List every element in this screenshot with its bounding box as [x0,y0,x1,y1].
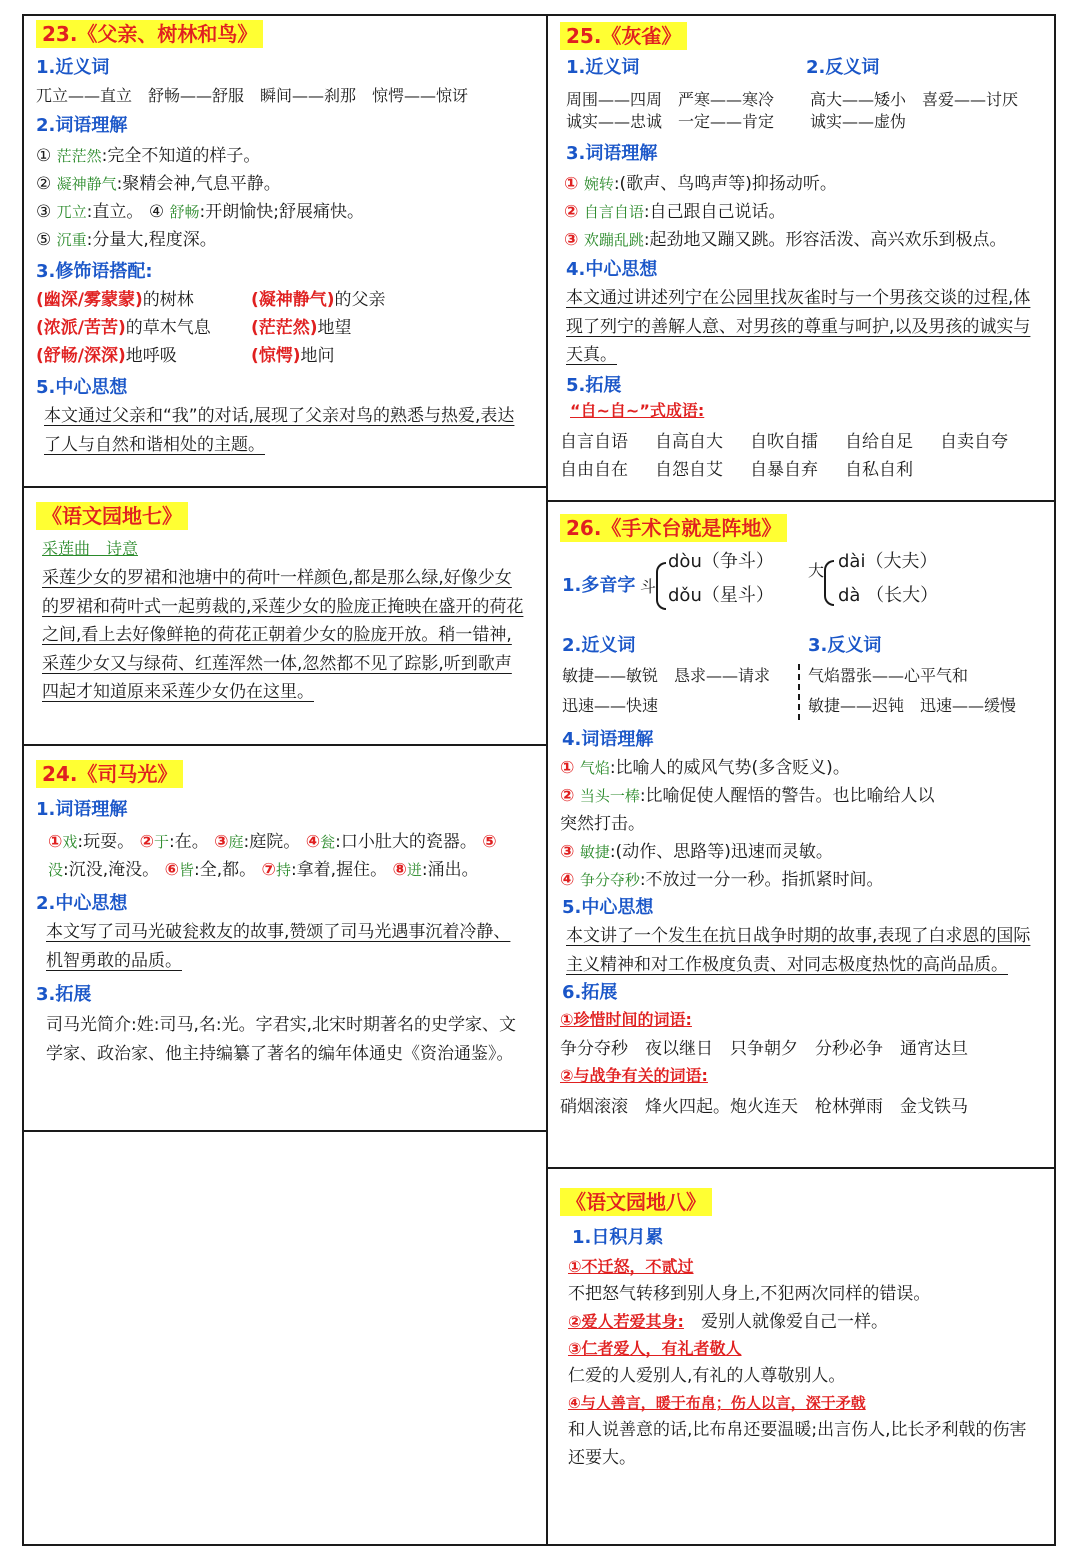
pinyin: dài（大夫） [838,551,938,572]
section-23 [36,20,536,459]
dashed-divider [798,664,800,720]
synonyms-heading: 1.近义词 [566,57,640,78]
word-item: ③ 敏捷:(动作、思路等)迅速而灵敏。 [560,842,833,862]
word-item: ① 气焰:比喻人的威风气势(多含贬义)。 [560,758,850,778]
polyphone-char: 大 [808,561,825,580]
center-idea-heading: 5.中心思想 [36,377,128,398]
antonyms-line: 气焰嚣张——心平气和 [808,666,969,685]
idiom-row: 自由自在 自怨自艾 自暴自弃 自私自利 [560,459,913,480]
daily-accumulation-heading: 1.日积月累 [572,1227,664,1248]
divider-right-1 [546,500,1056,502]
brace [824,560,834,606]
section-24 [36,760,536,1068]
polyphone-block [560,548,1050,626]
section-25 [560,22,1050,484]
quote-3-meaning: 仁爱的人爱别人,有礼的人尊敬别人。 [568,1366,846,1386]
extension-text: 司马光简介:姓:司马,名:光。字君实,北宋时期著名的史学家、文学家、政治家、他主持编纂了著名的编年体通史《资治通鉴》。 [46,1015,516,1064]
extension-sub-1: ①珍惜时间的词语: [560,1010,692,1029]
center-idea-heading: 5.中心思想 [562,897,654,918]
quote-2-row [560,1308,1050,1336]
antonyms-line: 高大——矮小 喜爱——讨厌 [810,90,1019,109]
pinyin: dòu（争斗） [668,551,774,572]
section-25-title: 25.《灰雀》 [560,22,687,50]
word-item: ④ 争分夺秒:不放过一分一秒。指抓紧时间。 [560,870,884,890]
brace [656,562,666,610]
quote-2-meaning: 爱别人就像爱自己一样。 [700,1312,888,1332]
section-24-title: 24.《司马光》 [36,760,183,788]
poem-subtitle: 采莲曲 诗意 [42,539,139,558]
quote-2: ②爱人若爱其身: [568,1312,684,1331]
polyphone-char: 斗 [640,577,657,596]
antonyms-line: 敏捷——迟钝 迅速——缓慢 [808,696,1017,715]
modifier-row: (舒畅/深深)地呼吸 (惊愕)地问 [36,346,335,366]
center-idea-heading: 4.中心思想 [566,259,658,280]
poem-meaning-text: 采莲少女的罗裙和池塘中的荷叶一样颜色,都是那么绿,好像少女的罗裙和荷叶式一起剪裁的,采莲少女的脸庞正掩映在盛开的荷花之间,看上去好像鲜艳的荷花正朝着少女的脸庞开放。稍一错神,采莲少女又与绿荷、红莲浑然一体,忽然都不见了踪影,听到歌声四起才知道原来采莲少女仍在这里。 [42,568,524,702]
synonyms-line: 兀立——直立 舒畅——舒服 瞬间——刹那 惊愕——惊讶 [36,86,469,105]
word-list: ①戏:玩耍。 ②于:在。 ③庭:庭院。 ④瓮:口小肚大的瓷器。 ⑤没:沉没,淹没。 ⑥皆:全,都。 ⑦持:拿着,握住。 ⑧迸:涌出。 [48,832,497,880]
section-yuwen-7 [36,502,536,707]
quote-4: ④与人善言，暖于布帛；伤人以言，深于矛戟 [568,1394,866,1412]
word-meaning-heading: 2.词语理解 [36,115,128,136]
extension-heading: 6.拓展 [562,982,618,1003]
word-item: ② 凝神静气:聚精会神,气息平静。 [36,174,281,194]
center-idea-text: 本文通过讲述列宁在公园里找灰雀时与一个男孩交谈的过程,体现了列宁的善解人意、对男孩的尊重与呵护,以及男孩的诚实与天真。 [566,288,1031,365]
idiom-row: 自言自语 自高自大 自吹自擂 自给自足 自卖自夸 [560,431,1008,452]
antonyms-line: 诚实——虚伪 [810,112,907,131]
synonyms-line: 敏捷——敏锐 恳求——请求 [562,666,771,685]
section-yuwen-8 [560,1188,1050,1472]
synonym-antonym-lines [560,88,1050,138]
extension-words-1: 争分夺秒 夜以继日 只争朝夕 分秒必争 通宵达旦 [560,1039,968,1059]
quote-4-meaning: 和人说善意的话,比布帛还要温暖;出言伤人,比长矛利戟的伤害还要大。 [568,1420,1027,1468]
extension-words-2: 硝烟滚滚 烽火四起。炮火连天 枪林弹雨 金戈铁马 [560,1097,968,1117]
synonyms-heading: 2.近义词 [562,635,636,656]
word-item: ② 自言自语:自己跟自己说话。 [564,202,786,222]
center-idea-text: 本文写了司马光破瓮救友的故事,赞颂了司马光遇事沉着冷静、机智勇敢的品质。 [46,922,511,971]
word-item: ① 茫茫然:完全不知道的样子。 [36,146,261,166]
synonym-antonym-block [560,634,1050,724]
idiom-pattern-label: “自~自~”式成语: [570,400,705,420]
extension-sub-2: ②与战争有关的词语: [560,1066,708,1085]
quote-1: ①不迁怒，不贰过 [568,1257,694,1276]
synonyms-heading: 1.近义词 [36,57,110,78]
word-item: ⑤ 沉重:分量大,程度深。 [36,230,217,250]
synonyms-line: 周围——四周 严寒——寒冷 [566,90,775,109]
divider-left-1 [22,486,548,488]
antonyms-heading: 3.反义词 [808,635,882,656]
word-meaning-heading: 4.词语理解 [562,729,654,750]
synonyms-line: 迅速——快速 [562,696,659,715]
section-26 [560,514,1050,1164]
divider-left-3 [22,1130,548,1132]
center-idea-text: 本文讲了一个发生在抗日战争时期的故事,表现了白求恩的国际主义精神和对工作极度负责、对同志极度热忱的高尚品质。 [566,926,1031,975]
quote-1-meaning: 不把怒气转移到别人身上,不犯两次同样的错误。 [568,1284,931,1304]
antonyms-heading: 2.反义词 [806,57,880,78]
modifier-row: (幽深/雾蒙蒙)的树林 (凝神静气)的父亲 [36,290,386,310]
center-idea-heading: 2.中心思想 [36,893,128,914]
polyphone-heading: 1.多音字 [562,575,636,596]
pinyin: dǒu（星斗） [668,585,774,606]
yuwen-7-title: 《语文园地七》 [36,502,188,530]
modifier-row: (浓派/苦苦)的草木气息 (茫茫然)地望 [36,318,352,338]
section-23-title: 23.《父亲、树林和鸟》 [36,20,263,48]
modifier-heading: 3.修饰语搭配: [36,261,153,282]
word-item: ③ 欢蹦乱跳:起劲地又蹦又跳。形容活泼、高兴欢乐到极点。 [564,230,1007,250]
word-item-continued: 突然打击。 [560,814,645,834]
word-meaning-heading: 1.词语理解 [36,799,128,820]
section-26-title: 26.《手术台就是阵地》 [560,514,787,542]
column-divider [546,14,548,1546]
word-item: ① 婉转:(歌声、鸟鸣声等)抑扬动听。 [564,174,837,194]
extension-heading: 5.拓展 [566,374,622,396]
word-item: ② 当头一棒:比喻促使人醒悟的警告。也比喻给人以 [560,786,935,806]
center-idea-text: 本文通过父亲和“我”的对话,展现了父亲对鸟的熟悉与热爱,表达了人与自然和谐相处的主题。 [44,406,515,455]
divider-left-2 [22,744,548,746]
word-item: ③ 兀立:直立。 ④ 舒畅:开朗愉快;舒展痛快。 [36,202,364,222]
yuwen-8-title: 《语文园地八》 [560,1188,712,1216]
pinyin: dà （长大） [838,585,939,606]
synonyms-line: 诚实——忠诚 一定——肯定 [566,112,775,131]
word-meaning-heading: 3.词语理解 [566,143,658,164]
divider-right-2 [546,1167,1056,1169]
extension-heading: 3.拓展 [36,984,92,1005]
quote-3: ③仁者爱人，有礼者敬人 [568,1339,742,1358]
